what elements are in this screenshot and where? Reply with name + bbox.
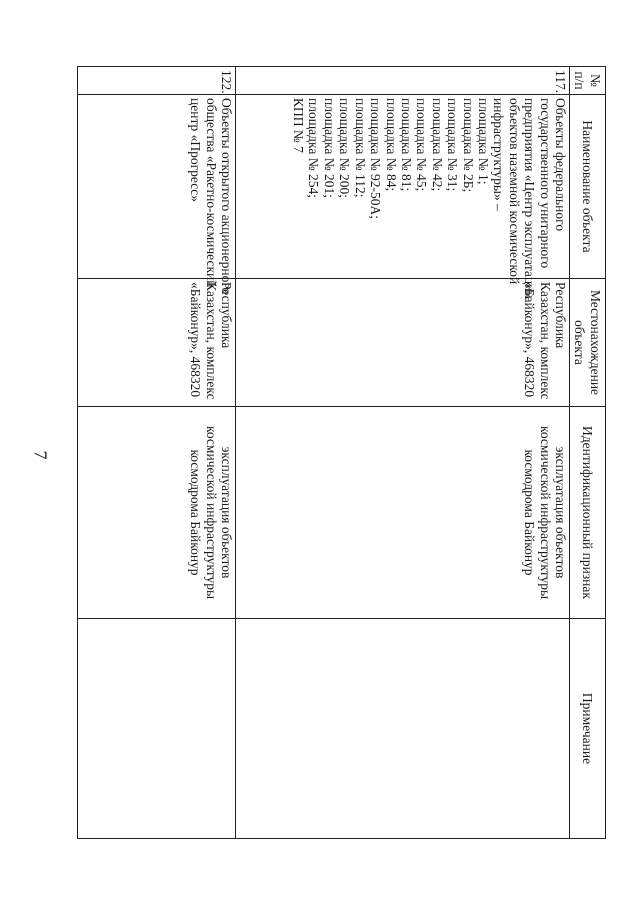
object-location: Республика Казахстан, комплекс «Байконур», 468320	[236, 279, 570, 407]
objects-table	[77, 66, 606, 839]
header-name: Наименование объекта	[570, 95, 606, 279]
table-row	[78, 67, 236, 839]
object-identification: эксплуатация объектов космической инфраструктуры космодрома Байконур	[78, 407, 236, 619]
table-frame	[78, 66, 606, 838]
object-location: Республика Казахстан, комплекс «Байконур», 468320	[78, 279, 236, 407]
header-identification: Идентификационный признак	[570, 407, 606, 619]
page-number: 7	[30, 450, 51, 460]
object-name: Объекты открытого акционерного общества «Ракетно-космический центр «Прогресс»	[78, 95, 236, 279]
header-location: Местонахождение объекта	[570, 279, 606, 407]
header-note: Примечание	[570, 619, 606, 839]
table-row	[236, 67, 570, 839]
header-num: № п/п	[570, 67, 606, 95]
table-header-row	[570, 67, 606, 839]
row-number: 122.	[78, 67, 236, 95]
object-note	[78, 619, 236, 839]
object-identification: эксплуатация объектов космической инфраструктуры космодрома Байконур	[236, 407, 570, 619]
object-note	[236, 619, 570, 839]
object-name: Объекты федерального государственного унитарного предприятия «Центр эксплуатации объектов наземной космической инфраструктуры» – площадка № 1; площадка № 2Б; площадка № 31; площадка № 42; площадка № 45; площадка № 81; площадка № 84; площадка № 92-50А; площадка № 112; площадка № 200; площадка № 201; площадка № 254; КПП № 7	[236, 95, 570, 279]
row-number: 117.	[236, 67, 570, 95]
